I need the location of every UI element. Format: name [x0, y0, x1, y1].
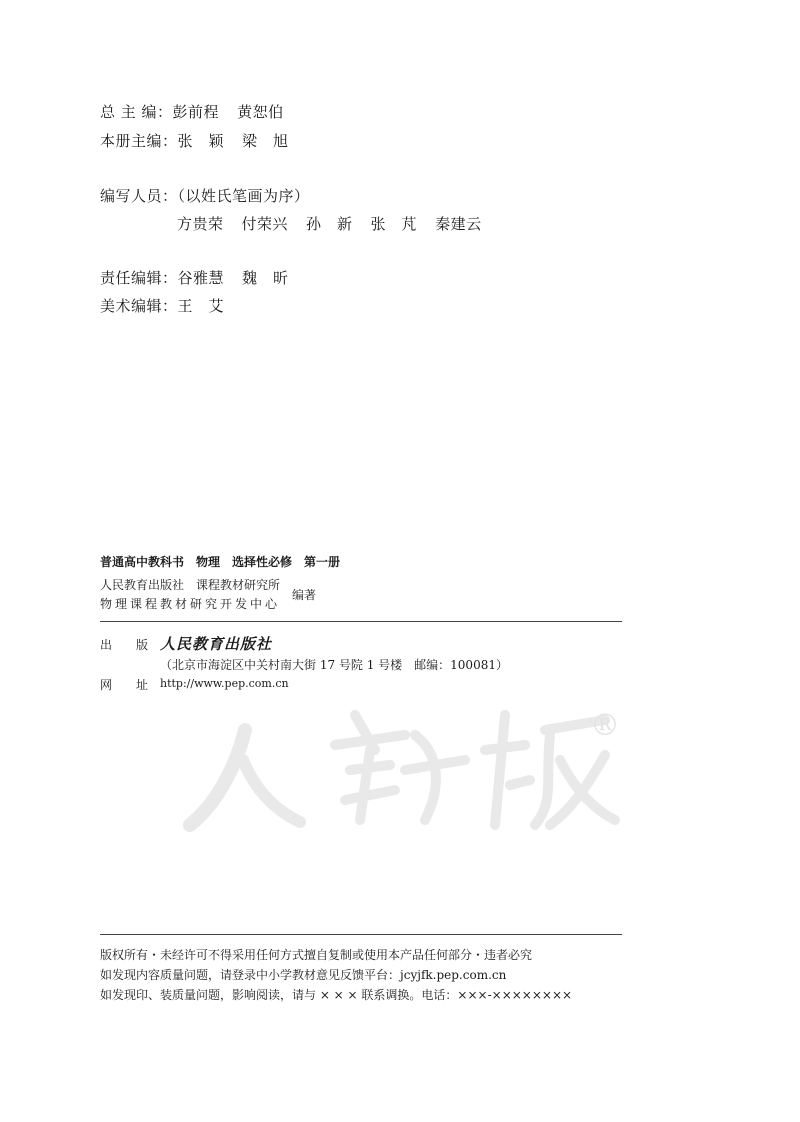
responsible-editor-label: 责任编辑： [100, 269, 178, 287]
publisher-label: 出 版 [100, 638, 149, 652]
copyright-notice: 版权所有・未经许可不得采用任何方式擅自复制或使用本产品任何部分・违者必究 [100, 948, 533, 962]
writer-name: 孙 新 [306, 215, 353, 233]
divider-top [100, 621, 622, 622]
registered-mark: ® [590, 708, 620, 743]
art-editor-line [100, 295, 224, 316]
divider-bottom [100, 934, 622, 935]
volume-editor-name: 张 颖 [177, 132, 225, 150]
writers-label: 编写人员： [100, 187, 178, 205]
writer-name: 方贵荣 [177, 215, 224, 233]
defect-notice: 如发现印、装质量问题，影响阅读，请与 × × × 联系调换。电话：×××-×××××××× [100, 988, 573, 1002]
book-authors-line2: 物理课程教材研究开发中心 [100, 597, 281, 611]
chief-editor-name: 彭前程 [172, 103, 220, 121]
publisher-logo-watermark [175, 690, 635, 840]
writers-note: （以姓氏笔画为序） [177, 187, 310, 205]
publisher-address: （北京市海淀区中关村南大街 17 号院 1 号楼 邮编：100081） [160, 658, 508, 672]
chief-editor-label: 总 主 编： [100, 103, 173, 121]
volume-editor-name: 梁 旭 [242, 132, 289, 150]
book-authors-suffix: 编著 [292, 588, 317, 602]
writer-name: 付荣兴 [241, 215, 289, 233]
website-url: http://www.pep.com.cn [160, 677, 289, 690]
volume-editor-line [100, 130, 289, 151]
volume-editor-label: 本册主编： [100, 132, 178, 150]
chief-editor-line [100, 101, 284, 122]
writers-names [177, 213, 482, 234]
writer-name: 秦建云 [435, 215, 482, 233]
publisher-name-script: 人民教育出版社 [160, 635, 273, 653]
chief-editor-name: 黄恕伯 [237, 103, 284, 121]
writer-name: 张 芃 [370, 215, 418, 233]
art-editor-label: 美术编辑： [100, 297, 178, 315]
responsible-editor-name: 谷雅慧 [177, 269, 225, 287]
book-authors-line1: 人民教育出版社 课程教材研究所 [100, 578, 281, 592]
writers-line [100, 185, 310, 206]
art-editor-name: 王 艾 [177, 297, 225, 315]
feedback-notice: 如发现内容质量问题，请登录中小学教材意见反馈平台：jcyjfk.pep.com.cn [100, 968, 507, 982]
responsible-editor-line [100, 267, 289, 288]
book-title: 普通高中教科书 物理 选择性必修 第一册 [100, 555, 341, 569]
website-label: 网 址 [100, 678, 149, 692]
responsible-editor-name: 魏 昕 [242, 269, 289, 287]
